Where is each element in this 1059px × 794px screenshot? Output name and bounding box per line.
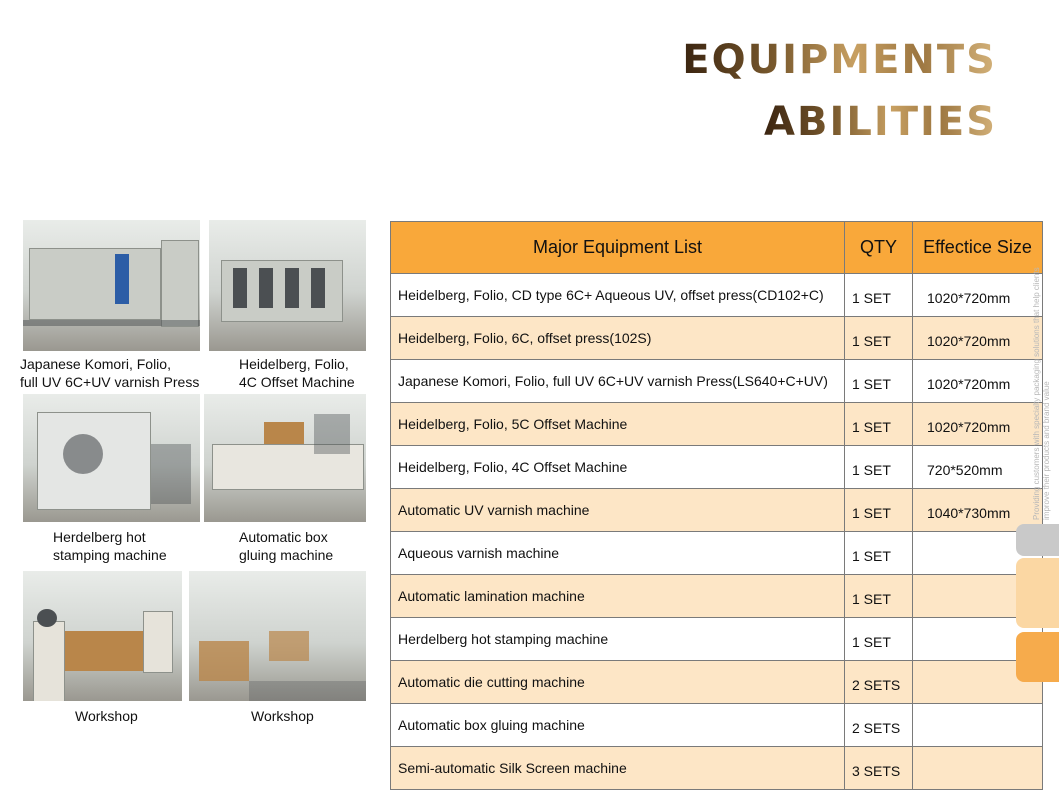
table-row (391, 661, 1043, 704)
equipment-size: 1020*720mm (913, 403, 1043, 446)
equipment-qty: 1 SET (845, 317, 913, 360)
photo-hot-stamping (23, 394, 200, 522)
equipment-name: Japanese Komori, Folio, full UV 6C+UV varnish Press(LS640+C+UV) (391, 360, 845, 403)
table-row (391, 618, 1043, 661)
equipment-size (913, 704, 1043, 747)
table-row (391, 317, 1043, 360)
equipment-name: Heidelberg, Folio, 6C, offset press(102S) (391, 317, 845, 360)
equipment-size (913, 747, 1043, 790)
column-header-qty: QTY (845, 222, 913, 274)
photo-caption: Workshop (251, 708, 314, 724)
equipment-name: Heidelberg, Folio, 5C Offset Machine (391, 403, 845, 446)
photo-caption: Automatic box gluing machine (239, 529, 334, 563)
table-row (391, 403, 1043, 446)
equipment-qty: 1 SET (845, 274, 913, 317)
equipment-size: 720*520mm (913, 446, 1043, 489)
table-header-row (391, 222, 1043, 274)
table-row (391, 446, 1043, 489)
equipment-qty: 1 SET (845, 403, 913, 446)
photo-caption: Herdelberg hot stamping machine (53, 529, 167, 563)
column-header-size: Effectice Size (913, 222, 1043, 274)
photo-heidelberg-4c (209, 220, 366, 351)
equipment-name: Heidelberg, Folio, CD type 6C+ Aqueous UV, offset press(CD102+C) (391, 274, 845, 317)
equipment-size: 1020*720mm (913, 317, 1043, 360)
equipment-name: Automatic lamination machine (391, 575, 845, 618)
side-nav-tab-grey[interactable] (1016, 524, 1059, 556)
equipment-name: Aqueous varnish machine (391, 532, 845, 575)
equipment-name: Automatic box gluing machine (391, 704, 845, 747)
photo-workshop-2 (189, 571, 366, 701)
equipment-qty: 1 SET (845, 360, 913, 403)
table-row (391, 360, 1043, 403)
equipment-name: Semi-automatic Silk Screen machine (391, 747, 845, 790)
equipment-qty: 1 SET (845, 446, 913, 489)
photo-workshop-1 (23, 571, 182, 701)
sidebar-tagline: Providing customers with specialty packaging solutions that help clients improve their products and brand value (1032, 267, 1051, 520)
equipment-name: Herdelberg hot stamping machine (391, 618, 845, 661)
equipment-size: 1020*720mm (913, 360, 1043, 403)
photo-komori-press (23, 220, 200, 351)
table-row (391, 489, 1043, 532)
table-row (391, 575, 1043, 618)
table-row (391, 274, 1043, 317)
equipment-size: 1020*720mm (913, 274, 1043, 317)
equipment-qty: 1 SET (845, 489, 913, 532)
photo-caption: Japanese Komori, Folio, full UV 6C+UV varnish Press (20, 356, 200, 390)
equipment-name: Automatic UV varnish machine (391, 489, 845, 532)
heading-equipments: EQUIPMENTS (682, 37, 997, 83)
equipment-table (390, 221, 1043, 790)
equipment-qty: 1 SET (845, 575, 913, 618)
table-row (391, 532, 1043, 575)
table-row (391, 704, 1043, 747)
table-row (391, 747, 1043, 790)
equipment-name: Heidelberg, Folio, 4C Offset Machine (391, 446, 845, 489)
equipment-size: 1040*730mm (913, 489, 1043, 532)
equipment-qty: 2 SETS (845, 661, 913, 704)
side-nav-tab-orange[interactable] (1016, 632, 1059, 682)
equipment-qty: 2 SETS (845, 704, 913, 747)
photo-caption: Workshop (75, 708, 138, 724)
photo-caption: Heidelberg, Folio, 4C Offset Machine (239, 356, 355, 390)
equipment-qty: 3 SETS (845, 747, 913, 790)
equipment-qty: 1 SET (845, 532, 913, 575)
photo-box-gluing (204, 394, 366, 522)
column-header-equipment: Major Equipment List (391, 222, 845, 274)
equipment-qty: 1 SET (845, 618, 913, 661)
equipment-name: Automatic die cutting machine (391, 661, 845, 704)
heading-abilities: ABILITIES (764, 99, 997, 145)
side-nav-tab-light-orange[interactable] (1016, 558, 1059, 628)
